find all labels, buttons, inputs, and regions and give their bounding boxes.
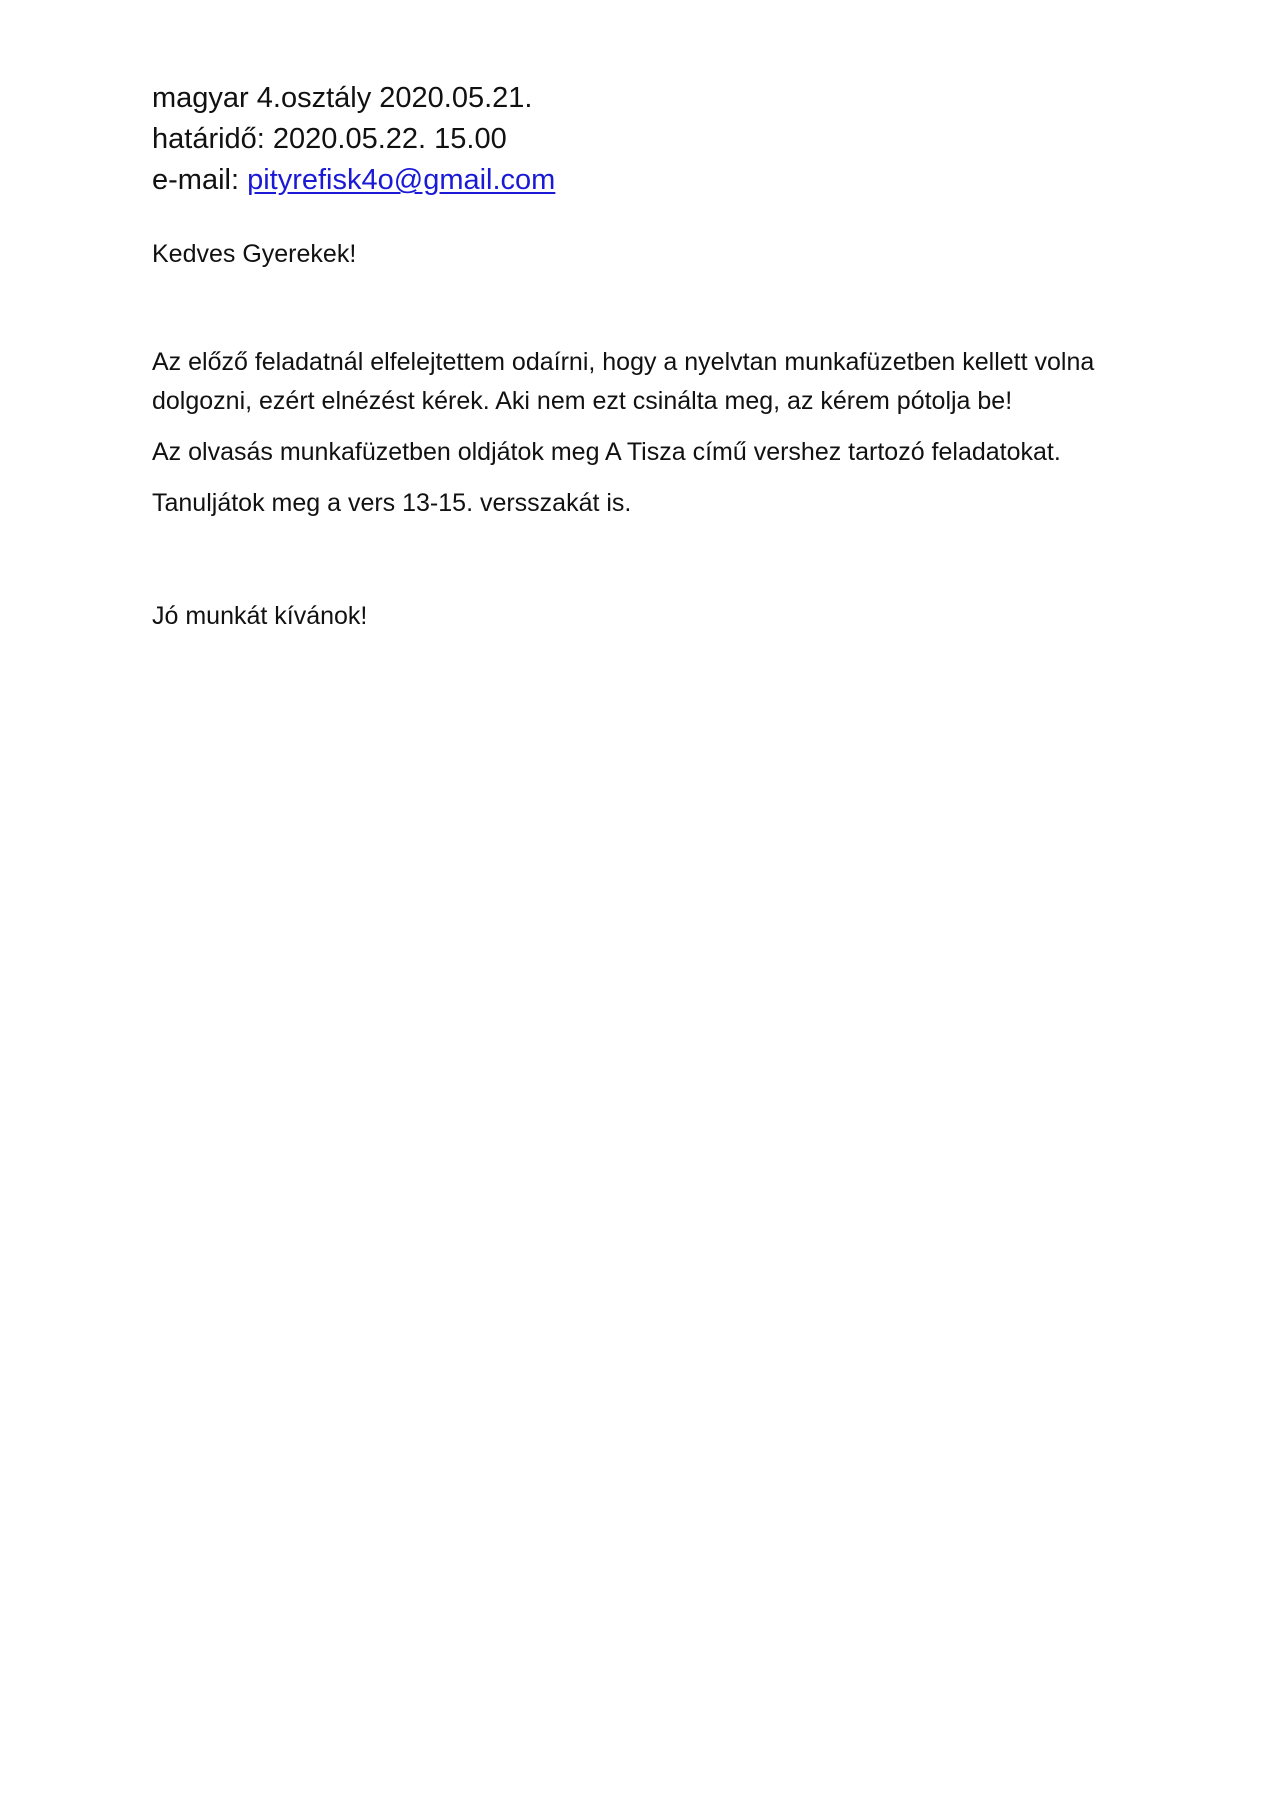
closing-line: Jó munkát kívánok! [152, 602, 368, 630]
email-link[interactable]: pityrefisk4o@gmail.com [247, 164, 556, 196]
email-label: e-mail: [152, 164, 248, 196]
paragraph-memorize-task: Tanuljátok meg a vers 13-15. versszakát is. [152, 489, 632, 517]
paragraph-reading-task: Az olvasás munkafüzetben oldjátok meg A Tisza című vershez tartozó feladatokat. [152, 438, 1061, 466]
email-line [152, 160, 1132, 201]
greeting: Kedves Gyerekek! [152, 240, 357, 268]
document-content [152, 78, 1132, 635]
paragraph-correction-notice: Az előző feladatnál elfelejtettem odaírni, hogy a nyelvtan munkafüzetben kellett volna dolgozni, ezért elnézést kérek. Aki nem ezt csinálta meg, az kérem pótolja be! [152, 348, 1095, 415]
subject-date-line: magyar 4.osztály 2020.05.21. [152, 82, 533, 114]
deadline-line: határidő: 2020.05.22. 15.00 [152, 123, 507, 155]
